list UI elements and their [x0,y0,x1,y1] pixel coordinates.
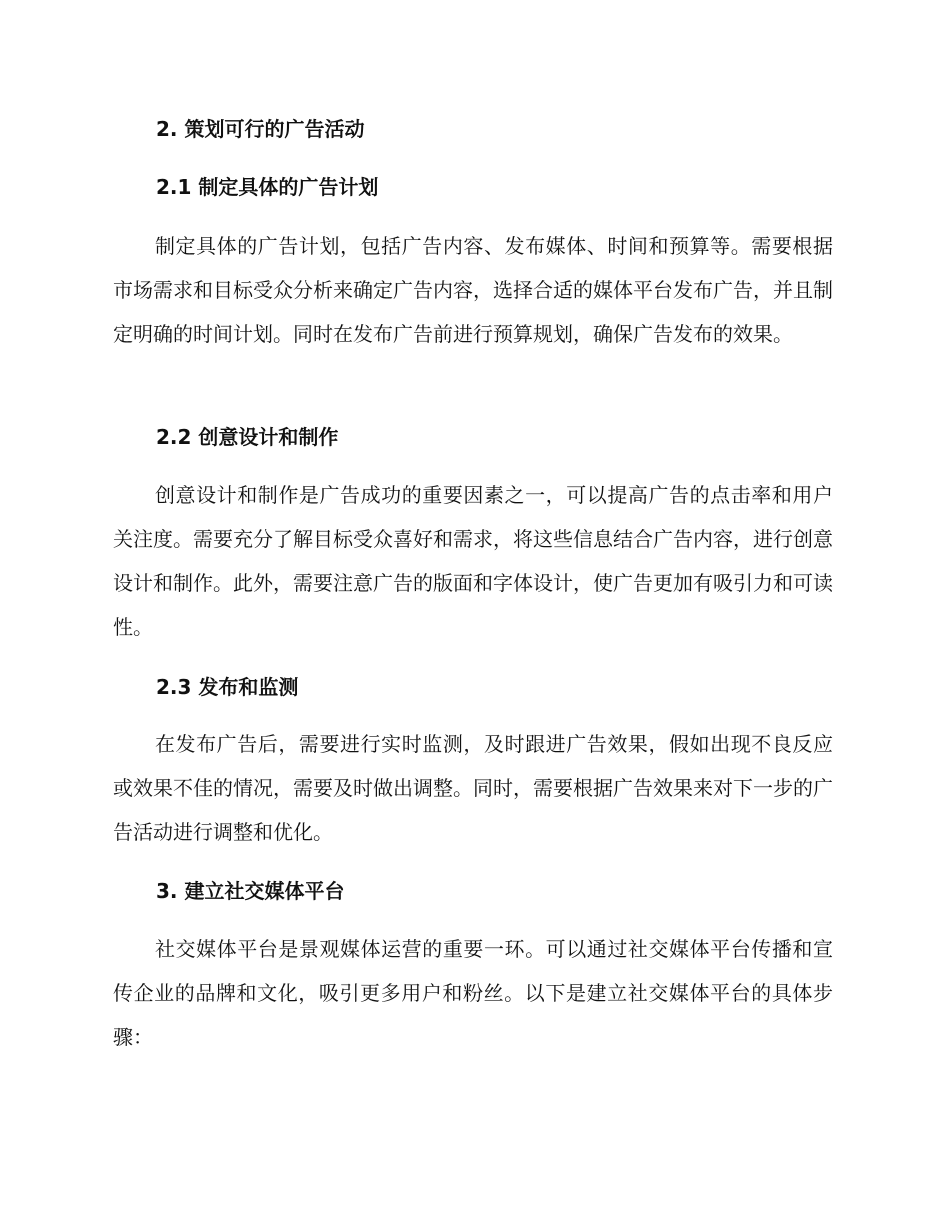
heading-section-2-1: 2.1 制定具体的广告计划 [156,175,379,199]
heading-section-3: 3. 建立社交媒体平台 [156,879,345,903]
heading-section-2-3: 2.3 发布和监测 [156,675,299,699]
heading-section-2: 2. 策划可行的广告活动 [156,117,365,141]
paragraph-section-3: 社交媒体平台是景观媒体运营的重要一环。可以通过社交媒体平台传播和宣传企业的品牌和文化，吸引更多用户和粉丝。以下是建立社交媒体平台的具体步骤： [113,937,833,1049]
paragraph-section-2-2: 创意设计和制作是广告成功的重要因素之一，可以提高广告的点击率和用户关注度。需要充分了解目标受众喜好和需求，将这些信息结合广告内容，进行创意设计和制作。此外，需要注意广告的版面和字体设计，使广告更加有吸引力和可读性。 [113,483,833,639]
paragraph-section-2-3: 在发布广告后，需要进行实时监测，及时跟进广告效果，假如出现不良反应或效果不佳的情况，需要及时做出调整。同时，需要根据广告效果来对下一步的广告活动进行调整和优化。 [113,732,833,844]
paragraph-section-2-1: 制定具体的广告计划，包括广告内容、发布媒体、时间和预算等。需要根据市场需求和目标受众分析来确定广告内容，选择合适的媒体平台发布广告，并且制定明确的时间计划。同时在发布广告前进行预算规划，确保广告发布的效果。 [113,234,833,346]
heading-section-2-2: 2.2 创意设计和制作 [156,425,339,449]
